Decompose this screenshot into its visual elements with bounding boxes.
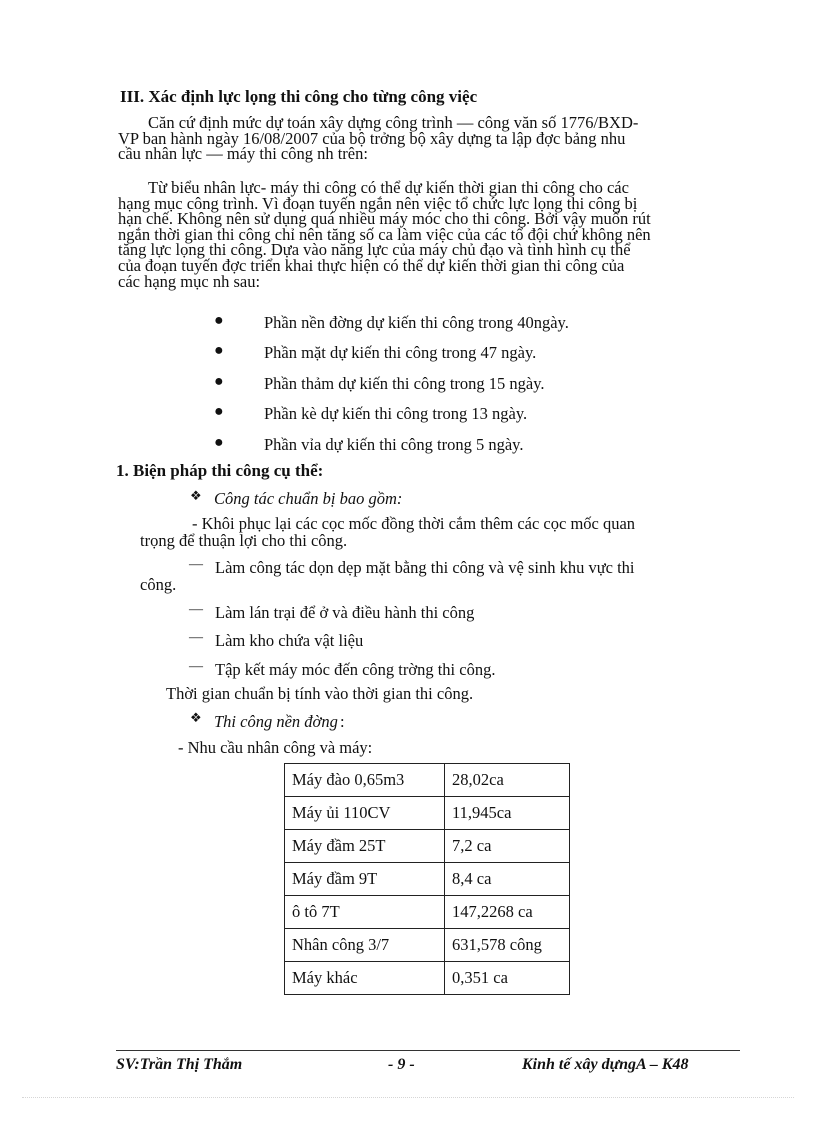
table-row bbox=[285, 830, 570, 863]
table-cell-amount: 631,578 công bbox=[445, 929, 570, 962]
table-cell-item: Máy đầm 25T bbox=[285, 830, 445, 863]
prep-item-line: - Khôi phục lại các cọc mốc đồng thời cắm thêm các cọc mốc quan bbox=[192, 514, 636, 533]
dash-bullet-icon: — bbox=[189, 602, 203, 617]
prep-item: Làm lán trại để ở và điều hành thi công bbox=[215, 603, 475, 622]
table-cell-amount: 11,945ca bbox=[445, 797, 570, 830]
footer-course: Kinh tế xây dựngA – K48 bbox=[522, 1056, 689, 1073]
resource-table bbox=[284, 763, 570, 995]
table-row bbox=[285, 929, 570, 962]
list-item: Phần vỉa dự kiến thi công trong 5 ngày. bbox=[264, 435, 524, 454]
bullet-icon: ● bbox=[214, 373, 224, 390]
footer-rule bbox=[116, 1050, 740, 1051]
table-cell-item: Máy ủi 110CV bbox=[285, 797, 445, 830]
paragraph-line: tăng lực lọng thi công. Dựa vào năng lực của máy chủ đạo và tình hình cụ thể bbox=[118, 240, 631, 260]
prep-item: Tập kết máy móc đến công trờng thi công. bbox=[215, 660, 496, 679]
list-item: Phần nền đờng dự kiến thi công trong 40ngày. bbox=[264, 313, 569, 332]
list-item: Phần thảm dự kiến thi công trong 15 ngày. bbox=[264, 374, 545, 393]
paragraph-line: Từ biểu nhân lực- máy thi công có thể dự kiến thời gian thi công cho các bbox=[148, 178, 629, 197]
diamond-bullet-icon: ❖ bbox=[190, 710, 202, 725]
paragraph-line: hạn chế. Không nên sử dụng quá nhiều máy móc cho thi công. Bởi vậy muốn rút bbox=[118, 209, 651, 229]
bullet-icon: ● bbox=[214, 342, 224, 359]
list-item: Phần kè dự kiến thi công trong 13 ngày. bbox=[264, 404, 528, 423]
page-edge-divider bbox=[22, 1097, 794, 1099]
paragraph-line: VP ban hành ngày 16/08/2007 của bộ trởng bộ xây dựng ta lập đợc bảng nhu bbox=[118, 128, 626, 148]
bullet-icon: ● bbox=[214, 434, 224, 451]
table-cell-item: Nhân công 3/7 bbox=[285, 929, 445, 962]
subsection-heading: 1. Biện pháp thi công cụ thể: bbox=[116, 461, 324, 480]
section-heading: III. Xác định lực lọng thi công cho từng công việc bbox=[120, 87, 478, 106]
prep-heading: Công tác chuẩn bị bao gồm: bbox=[214, 489, 403, 508]
bullet-icon: ● bbox=[214, 403, 224, 420]
table-cell-amount: 147,2268 ca bbox=[445, 896, 570, 929]
intro-paragraph bbox=[118, 115, 738, 162]
paragraph-line: cầu nhân lực — máy thi công nh trên: bbox=[118, 144, 368, 164]
prep-item: Làm kho chứa vật liệu bbox=[215, 631, 364, 650]
footer-author: SV:Trần Thị Thắm bbox=[116, 1056, 243, 1073]
diamond-bullet-icon: ❖ bbox=[190, 488, 202, 503]
table-cell-amount: 8,4 ca bbox=[445, 863, 570, 896]
table-row bbox=[285, 962, 570, 995]
table-row bbox=[285, 764, 570, 797]
table-row bbox=[285, 863, 570, 896]
table-cell-amount: 28,02ca bbox=[445, 764, 570, 797]
table-cell-item: Máy khác bbox=[285, 962, 445, 995]
table-row bbox=[285, 896, 570, 929]
needs-label: - Nhu cầu nhân công và máy: bbox=[178, 738, 373, 757]
paragraph-line: các hạng mục nh sau: bbox=[118, 271, 261, 291]
list-item: Phần mặt dự kiến thi công trong 47 ngày. bbox=[264, 343, 537, 362]
table-cell-amount: 0,351 ca bbox=[445, 962, 570, 995]
table-cell-item: Máy đầm 9T bbox=[285, 863, 445, 896]
paragraph-line: hạng mục công trình. Vì đoạn tuyến ngắn nên việc tổ chức lực lọng thi công bị bbox=[118, 193, 638, 213]
prep-item-line: Làm công tác dọn dẹp mặt bằng thi công và vệ sinh khu vực thi bbox=[215, 558, 635, 577]
table-row bbox=[285, 797, 570, 830]
dash-bullet-icon: — bbox=[189, 659, 203, 674]
table-cell-item: ô tô 7T bbox=[285, 896, 445, 929]
bullet-icon: ● bbox=[214, 312, 224, 329]
table-cell-item: Máy đào 0,65m3 bbox=[285, 764, 445, 797]
prep-item-line: trọng để thuận lợi cho thi công. bbox=[140, 531, 348, 550]
footer-page-number: - 9 - bbox=[388, 1056, 415, 1073]
earthwork-heading-colon: : bbox=[340, 712, 345, 731]
prep-item-line: công. bbox=[140, 575, 177, 594]
paragraph-line: của đoạn tuyến đợc triển khai thực hiện có thể dự kiến thời gian thi công của bbox=[118, 255, 625, 275]
duration-paragraph bbox=[118, 180, 738, 289]
paragraph-line: Căn cứ định mức dự toán xây dựng công trình — công văn số 1776/BXD- bbox=[148, 113, 639, 132]
prep-note: Thời gian chuẩn bị tính vào thời gian thi công. bbox=[166, 684, 474, 703]
table-cell-amount: 7,2 ca bbox=[445, 830, 570, 863]
paragraph-line: ngắn thời gian thi công chỉ nên tăng số ca làm việc của các tổ đội chứ không nên bbox=[118, 224, 651, 244]
dash-bullet-icon: — bbox=[189, 630, 203, 645]
earthwork-heading: Thi công nền đờng bbox=[214, 712, 338, 731]
dash-bullet-icon: — bbox=[189, 557, 203, 572]
